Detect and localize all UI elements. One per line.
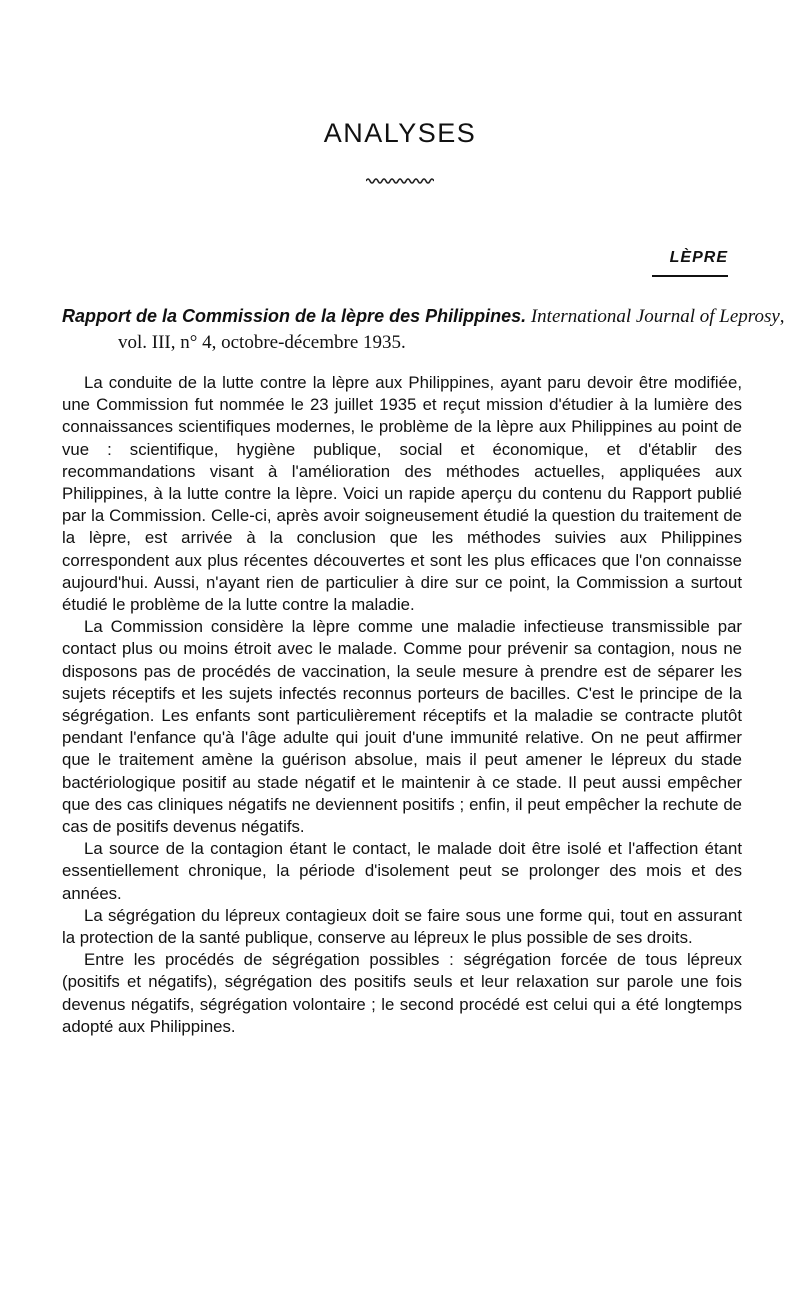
reference-journal: International Journal of Leprosy (530, 306, 780, 327)
paragraph: Entre les procédés de ségrégation possibles : ségrégation forcée de tous lépreux (positifs et négatifs), ségrégation des positifs seuls et leur relaxation sur parole une fois devenus négatifs, ségrégation volontaire ; le second procédé est celui qui a été longtemps adopté aux Philippines. (62, 950, 742, 1036)
bibliographic-reference (62, 303, 800, 356)
reference-title: Rapport de la Commission de la lèpre des Philippines. (62, 306, 527, 326)
paragraph: La conduite de la lutte contre la lèpre aux Philippines, ayant paru devoir être modifiée, une Commission fut nommée le 23 juillet 1935 et reçut mission d'étudier à la lumière des connaissances scientifiques modernes, le problème de la lèpre aux Philippines au point de vue : scientifique, hygiène publique, social et économique, et d'établir des recommandations visant à l'amélioration des méthodes actuelles, appliquées aux Philippines, à la lutte contre la lèpre. Voici un rapide aperçu du contenu du Rapport publié par la Commission. Celle-ci, après avoir soigneusement étudié la question du traitement de la lèpre, est arrivée à la conclusion que les méthodes suivies aux Philippines correspondent aux plus récentes découvertes et sont les plus efficaces que l'on connaisse aujourd'hui. Aussi, n'ayant rien de particulier à dire sur ce point, la Commission a surtout étudié le problème de la lutte contre la maladie. (62, 373, 742, 615)
paragraph: La ségrégation du lépreux contagieux doit se faire sous une forme qui, tout en assurant la protection de la santé publique, conserve au lépreux le plus possible de ses droits. (62, 905, 742, 948)
article-body (62, 372, 742, 1038)
section-title: LÈPRE (669, 249, 728, 266)
paragraph: La source de la contagion étant le contact, le malade doit être isolé et l'affection étant essentiellement chronique, la période d'isolement peut se prolonger des mois et des années. (62, 839, 742, 903)
page-heading: ANALYSES (323, 118, 477, 148)
reference-details: , vol. III, n° 4, octobre-décembre 1935. (118, 306, 785, 353)
section-underline (652, 275, 728, 277)
paragraph: La Commission considère la lèpre comme une maladie infectieuse transmissible par contact plus ou moins étroit avec le malade. Comme pour prévenir sa contagion, nous ne disposons pas de procédés de vaccination, la seule mesure à prendre est de séparer les sujets réceptifs et les sujets infectés reconnus porteurs de bacilles. C'est le principe de la ségrégation. Les enfants sont particulièrement réceptifs et la maladie se contracte plutôt pendant l'enfance qu'à l'âge adulte qui jouit d'une immunité relative. On ne peut affirmer que le traitement amène la guérison absolue, mais il peut amener le lépreux du stade bactériologique positif au stade négatif et le maintenir à ce stade. Il peut aussi empêcher que des cas cliniques négatifs ne deviennent positifs ; enfin, il peut empêcher la rechute de cas de positifs devenus négatifs. (62, 617, 742, 837)
decorative-wavy-rule (366, 176, 434, 186)
